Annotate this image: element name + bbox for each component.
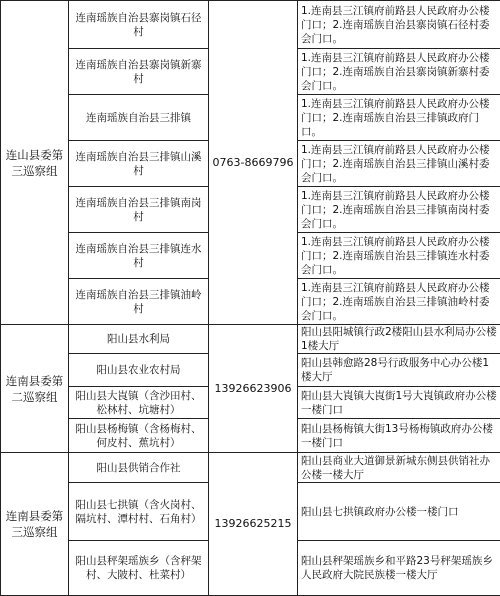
location-cell: 1.连南县三江镇府前路县人民政府办公楼门口；2.连南瑶族自治县寨岗镇新寨村委会门口。 (298, 49, 500, 95)
location-cell: 阳山县秤架瑶族乡和平路23号秤架瑶族乡人民政府大院民族楼一楼大厅 (298, 541, 500, 596)
location-cell: 阳山县商业大道御景新城东侧县供销社办公楼一楼大厅 (298, 453, 500, 483)
village-cell: 阳山县秤架瑶族乡（含秤架村、大陂村、杜菜村） (69, 541, 209, 596)
location-cell: 1.连南县三江镇府前路县人民政府办公楼门口；2.连南瑶族自治县三排镇连水村委会门口。 (298, 233, 500, 279)
location-cell: 阳山县阳城镇行政2楼阳山县水利局办公楼1楼大厅 (298, 325, 500, 354)
village-cell: 连南瑶族自治县三排镇山溪村 (69, 141, 209, 187)
table-row (1, 453, 500, 483)
location-cell: 1.连南县三江镇府前路县人民政府办公楼门口；2.连南瑶族自治县三排镇油岭村委会门口。 (298, 279, 500, 325)
village-cell: 阳山县大崀镇（含沙田村、松林村、坑塘村） (69, 387, 209, 419)
group-name-cell: 连南县委第三巡察组 (1, 453, 69, 596)
location-cell: 1.连南县三江镇府前路县人民政府办公楼门口；2.连南瑶族自治县三排镇南岗村委会门口。 (298, 187, 500, 233)
village-cell: 连南瑶族自治县三排镇油岭村 (69, 279, 209, 325)
location-cell: 阳山县杨梅镇大街13号杨梅镇政府办公楼一楼门口 (298, 419, 500, 453)
table-row (1, 325, 500, 354)
village-cell: 连南瑶族自治县三排镇 (69, 95, 209, 141)
village-cell: 连南瑶族自治县三排镇南岗村 (69, 187, 209, 233)
location-cell: 1.连南县三江镇府前路县人民政府办公楼门口；2.连南瑶族自治县寨岗镇石径村委会门口。 (298, 1, 500, 49)
village-cell: 阳山县水利局 (69, 325, 209, 354)
location-cell: 1.连南县三江镇府前路县人民政府办公楼门口；2.连南瑶族自治县三排镇山溪村委会门口。 (298, 141, 500, 187)
village-cell: 连南瑶族自治县寨岗镇石径村 (69, 1, 209, 49)
group-name-cell: 连南县委第二巡察组 (1, 325, 69, 453)
location-cell: 1.连南县三江镇府前路县人民政府办公楼门口；2.连南瑶族自治县三排镇政府门口。 (298, 95, 500, 141)
location-cell: 阳山县七拱镇政府办公楼一楼门口 (298, 483, 500, 541)
location-cell: 阳山县大崀镇大崀街1号大崀镇政府办公楼一楼门口 (298, 387, 500, 419)
village-cell: 连南瑶族自治县寨岗镇新寨村 (69, 49, 209, 95)
village-cell: 连南瑶族自治县三排镇连水村 (69, 233, 209, 279)
group-name-cell: 连山县委第三巡察组 (1, 1, 69, 325)
location-cell: 阳山县韩愈路28号行政服务中心办公楼1楼大厅 (298, 354, 500, 387)
village-cell: 阳山县供销合作社 (69, 453, 209, 483)
table-row (1, 1, 500, 49)
phone-cell: 13926623906 (209, 325, 298, 453)
village-cell: 阳山县杨梅镇（含杨梅村、何皮村、蕉坑村） (69, 419, 209, 453)
phone-cell: 13926625215 (209, 453, 298, 596)
village-cell: 阳山县农业农村局 (69, 354, 209, 387)
phone-cell: 0763-8669796 (209, 1, 298, 325)
village-cell: 阳山县七拱镇（含火岗村、隔坑村、潭村村、石角村） (69, 483, 209, 541)
